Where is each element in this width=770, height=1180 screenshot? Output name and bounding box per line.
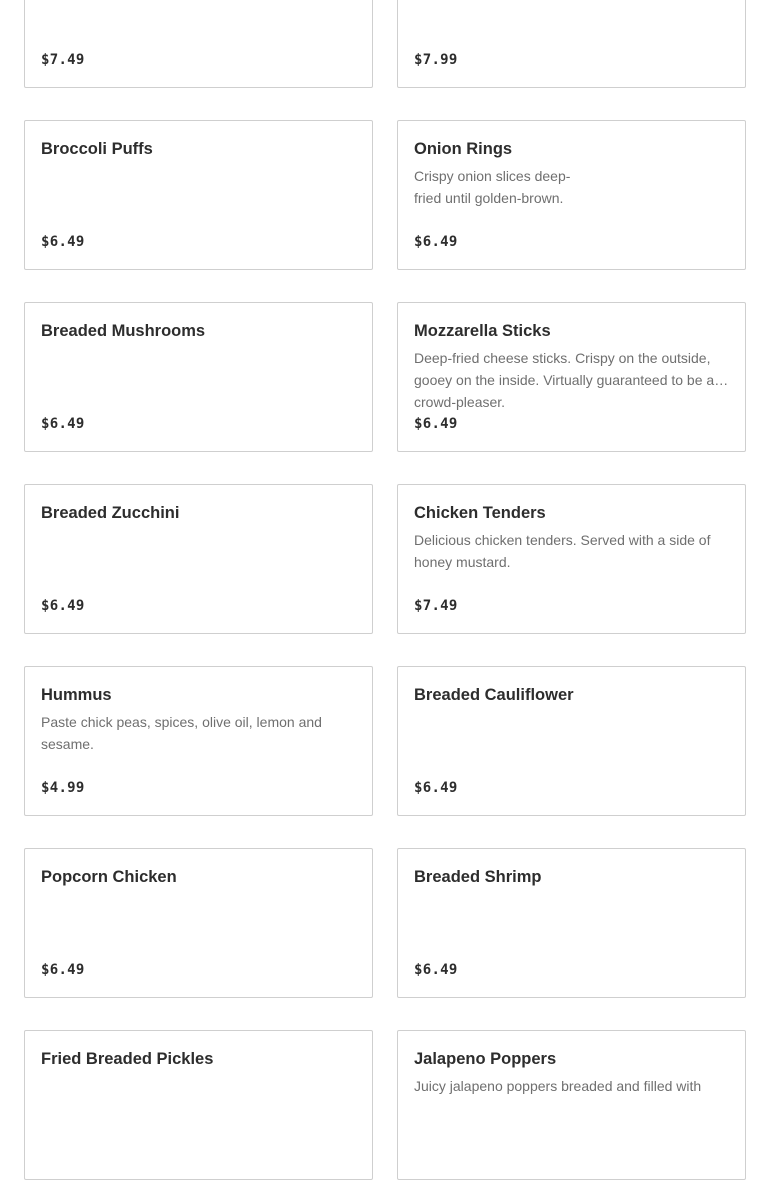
menu-item-card-popcorn-chicken[interactable] [24,848,373,998]
menu-item-price: $6.49 [41,416,85,432]
menu-item-name: Breaded Zucchini [41,504,180,522]
menu-item-card-breaded-zucchini[interactable] [24,484,373,634]
menu-item-name: Breaded Mushrooms [41,322,206,340]
menu-item-name: Broccoli Puffs [41,140,153,158]
menu-item-price: $6.49 [414,962,458,978]
menu-item-card-hummus[interactable] [24,666,373,816]
menu-item-price: $6.49 [414,780,458,796]
menu-item-name: Hummus [41,686,112,704]
menu-item-card-jalapeno-poppers[interactable] [397,1030,746,1180]
menu-item-name: Chicken Tenders [414,504,546,522]
menu-item-card-breaded-cauliflower[interactable] [397,666,746,816]
menu-item-card[interactable] [24,0,373,88]
menu-item-card-chicken-tenders[interactable] [397,484,746,634]
menu-items-grid [24,0,746,1180]
menu-item-card-broccoli-puffs[interactable] [24,120,373,270]
menu-item-price: $6.49 [414,234,458,250]
menu-item-card[interactable] [397,0,746,88]
menu-item-name: Onion Rings [414,140,513,158]
menu-item-price: $7.49 [41,52,85,68]
menu-item-description: Crispy onion slices deep-fried until golden-brown. [414,168,571,206]
menu-item-card-breaded-shrimp[interactable] [397,848,746,998]
menu-item-price: $4.99 [41,780,85,796]
menu-item-name: Breaded Shrimp [414,868,542,886]
menu-item-card-breaded-mushrooms[interactable] [24,302,373,452]
menu-item-name: Fried Breaded Pickles [41,1050,214,1068]
menu-item-card-fried-breaded-pickles[interactable] [24,1030,373,1180]
menu-item-card-mozzarella-sticks[interactable] [397,302,746,452]
menu-item-price: $6.49 [41,598,85,614]
menu-item-description: Paste chick peas, spices, olive oil, lemon and sesame. [41,714,322,752]
menu-item-price: $7.99 [414,52,458,68]
menu-item-description: Delicious chicken tenders. Served with a side of honey mustard. [414,532,711,570]
menu-item-description: Juicy jalapeno poppers breaded and filled with [414,1078,702,1094]
menu-item-card-onion-rings[interactable] [397,120,746,270]
menu-item-price: $6.49 [41,962,85,978]
menu-item-name: Popcorn Chicken [41,868,177,886]
menu-item-price: $6.49 [41,234,85,250]
menu-item-price: $6.49 [414,416,458,432]
menu-item-name: Mozzarella Sticks [414,322,551,340]
menu-item-price: $7.49 [414,598,458,614]
menu-item-name: Breaded Cauliflower [414,686,574,704]
menu-item-description: Deep-fried cheese sticks. Crispy on the outside, gooey on the inside. Virtually guaranteed to be a crowd-pleaser. [414,350,715,410]
menu-item-name: Jalapeno Poppers [414,1050,557,1068]
